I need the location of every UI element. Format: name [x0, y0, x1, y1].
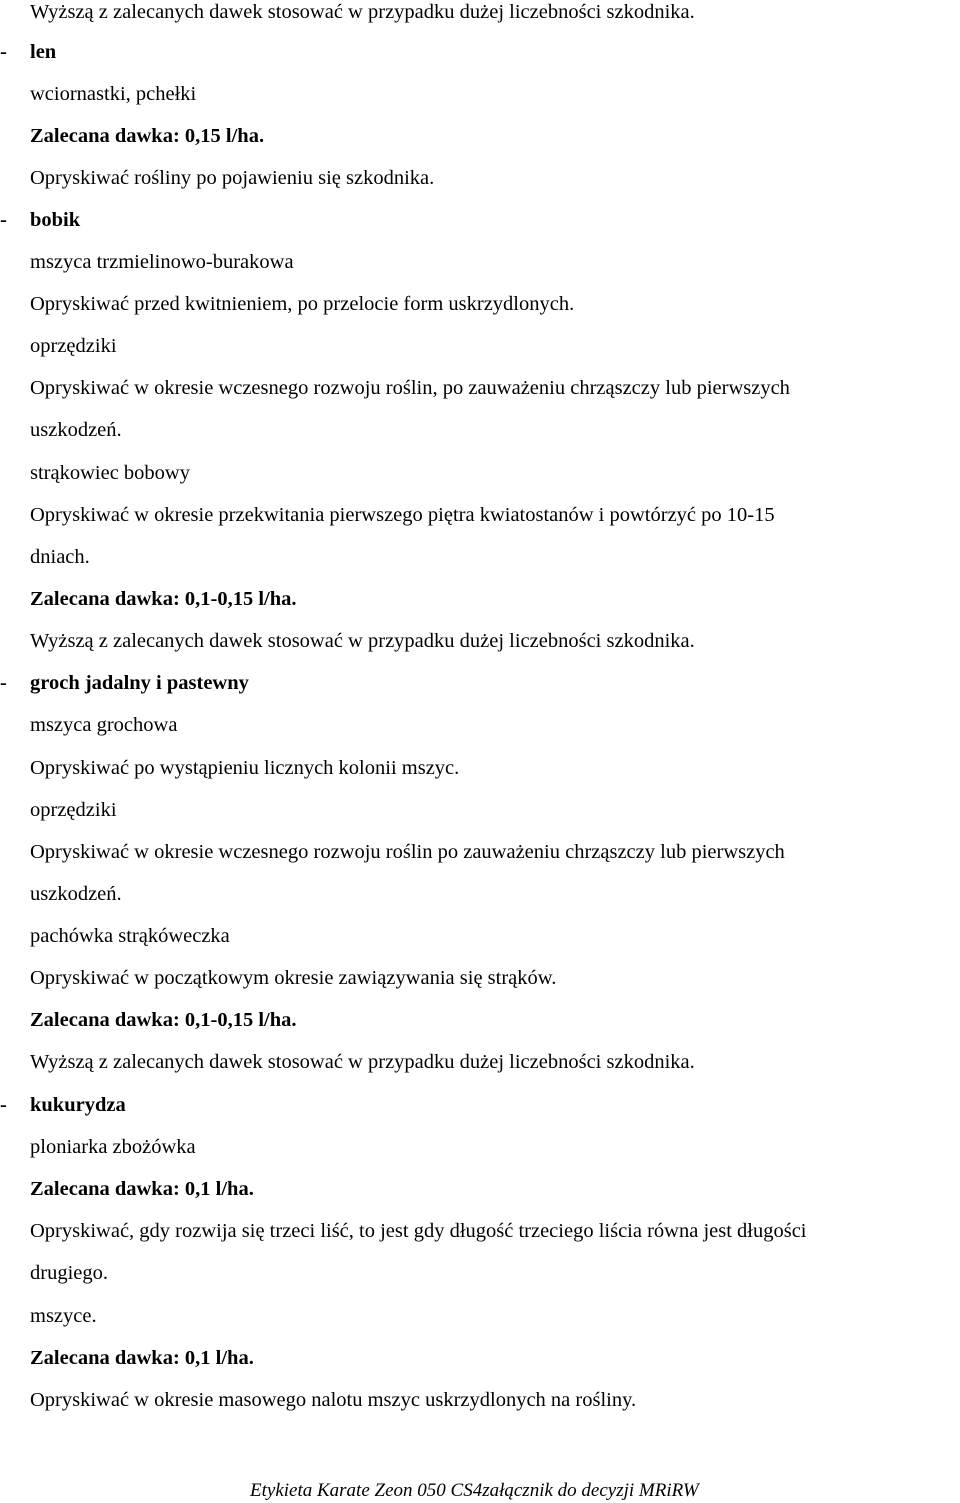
text-line: oprzędziki — [30, 335, 117, 357]
dose-line: Zalecana dawka: 0,1-0,15 l/ha. — [30, 1009, 297, 1031]
dose-line: Zalecana dawka: 0,1 l/ha. — [30, 1347, 254, 1369]
text-line: Opryskiwać po wystąpieniu licznych kolonii mszyc. — [30, 757, 460, 779]
text-line: Opryskiwać rośliny po pojawieniu się szkodnika. — [30, 167, 435, 189]
text-line: Opryskiwać, gdy rozwija się trzeci liść, to jest gdy długość trzeciego liścia równa jest długości — [30, 1220, 807, 1242]
text-line: oprzędziki — [30, 799, 117, 821]
text-line: Opryskiwać w początkowym okresie zawiązywania się strąków. — [30, 967, 557, 989]
crop-heading — [0, 40, 56, 64]
text-line: Wyższą z zalecanych dawek stosować w przypadku dużej liczebności szkodnika. — [30, 630, 695, 652]
text-line: Wyższą z zalecanych dawek stosować w przypadku dużej liczebności szkodnika. — [30, 1, 695, 23]
text-line: drugiego. — [30, 1262, 108, 1284]
crop-heading — [0, 208, 80, 232]
dose-line: Zalecana dawka: 0,1 l/ha. — [30, 1178, 254, 1200]
text-line: pachówka strąkóweczka — [30, 925, 230, 947]
text-line: wciornastki, pchełki — [30, 83, 197, 105]
crop-name: groch jadalny i pastewny — [30, 672, 249, 694]
text-line: Opryskiwać w okresie wczesnego rozwoju roślin, po zauważeniu chrząszczy lub pierwszych — [30, 377, 790, 399]
page-footer: Etykieta Karate Zeon 050 CS4załącznik do decyzji MRiRW — [250, 1480, 699, 1501]
crop-heading — [0, 1093, 126, 1117]
crop-name: bobik — [30, 209, 81, 231]
text-line: mszyca trzmielinowo-burakowa — [30, 251, 294, 273]
list-dash: - — [0, 1094, 7, 1116]
crop-name: len — [30, 41, 57, 63]
text-line: Opryskiwać przed kwitnieniem, po przelocie form uskrzydlonych. — [30, 293, 575, 315]
text-line: Opryskiwać w okresie masowego nalotu mszyc uskrzydlonych na rośliny. — [30, 1389, 637, 1411]
crop-name: kukurydza — [30, 1094, 126, 1116]
crop-heading — [0, 671, 249, 695]
text-line: Opryskiwać w okresie przekwitania pierwszego piętra kwiatostanów i powtórzyć po 10-15 — [30, 504, 775, 526]
text-line: mszyce. — [30, 1305, 97, 1327]
text-line: uszkodzeń. — [30, 883, 122, 905]
dose-line: Zalecana dawka: 0,15 l/ha. — [30, 125, 265, 147]
list-dash: - — [0, 41, 7, 63]
list-dash: - — [0, 209, 7, 231]
text-line: mszyca grochowa — [30, 714, 178, 736]
dose-line: Zalecana dawka: 0,1-0,15 l/ha. — [30, 588, 297, 610]
text-line: strąkowiec bobowy — [30, 462, 190, 484]
text-line: dniach. — [30, 546, 90, 568]
text-line: Wyższą z zalecanych dawek stosować w przypadku dużej liczebności szkodnika. — [30, 1051, 695, 1073]
text-line: ploniarka zbożówka — [30, 1136, 196, 1158]
text-line: uszkodzeń. — [30, 419, 122, 441]
list-dash: - — [0, 672, 7, 694]
text-line: Opryskiwać w okresie wczesnego rozwoju roślin po zauważeniu chrząszczy lub pierwszych — [30, 841, 785, 863]
